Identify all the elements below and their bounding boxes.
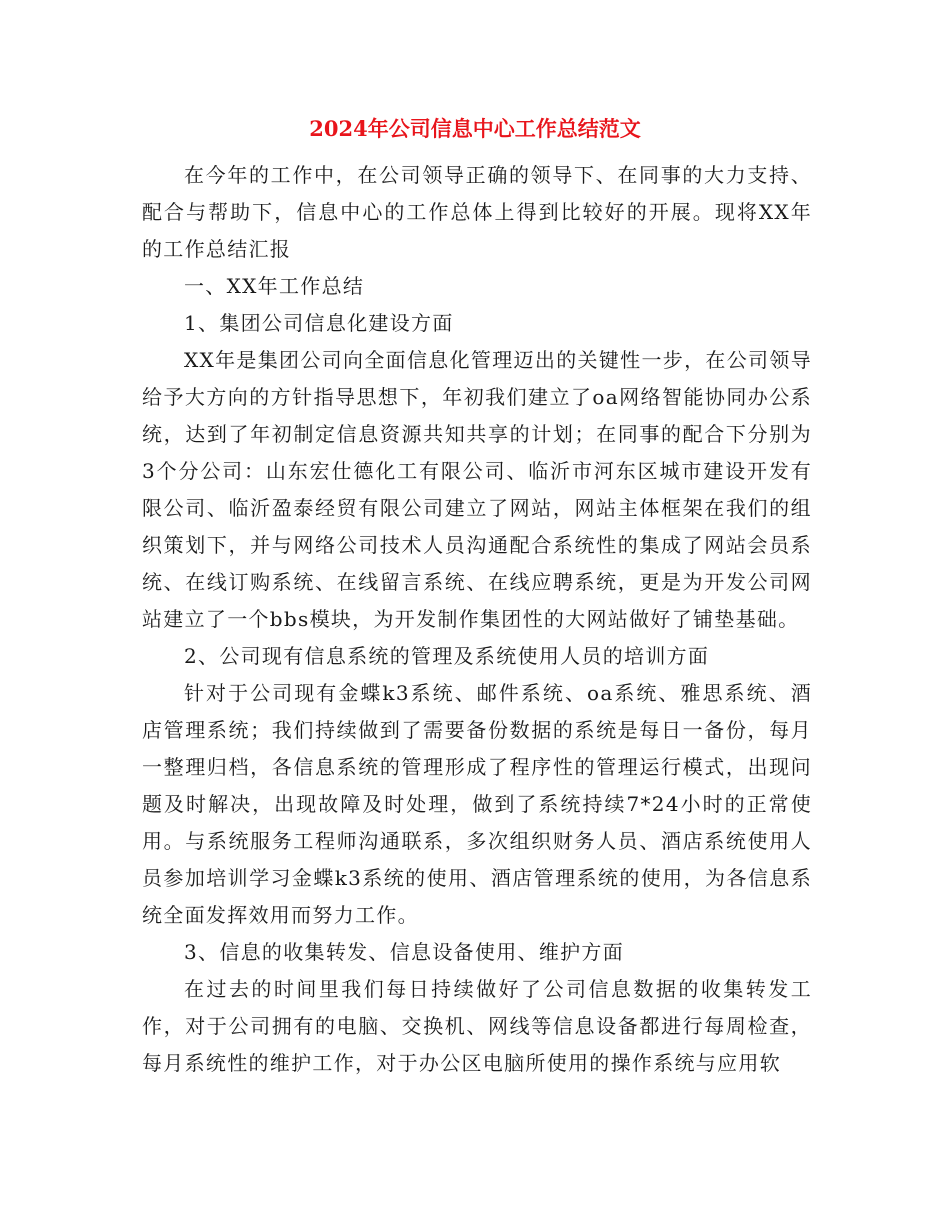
paragraph-informatization: XX年是集团公司向全面信息化管理迈出的关键性一步，在公司领导给予大方向的方针指导思想下，年初我们建立了oa网络智能协同办公系统，达到了年初制定信息资源共知共享的计划；在同事的配合下分别为3个分公司：山东宏仕德化工有限公司、临沂市河东区城市建设开发有限公司、临沂盈泰经贸有限公司建立了网站，网站主体框架在我们的组织策划下，并与网络公司技术人员沟通配合系统性的集成了网站会员系统、在线订购系统、在线留言系统、在线应聘系统，更是为开发公司网站建立了一个bbs模块，为开发制作集团性的大网站做好了铺垫基础。 xyxy=(142,348,812,631)
subheading-information-collection: 3、信息的收集转发、信息设备使用、维护方面 xyxy=(184,940,625,964)
subheading-informatization: 1、集团公司信息化建设方面 xyxy=(184,311,454,335)
subheading-system-management: 2、公司现有信息系统的管理及系统使用人员的培训方面 xyxy=(184,644,710,668)
section-heading-summary: 一、XX年工作总结 xyxy=(184,274,365,298)
paragraph-information-collection: 在过去的时间里我们每日持续做好了公司信息数据的收集转发工作，对于公司拥有的电脑、交换机、网线等信息设备都进行每周检查，每月系统性的维护工作，对于办公区电脑所使用的操作系统与应用软 xyxy=(142,977,812,1075)
document-body xyxy=(142,157,812,1082)
paragraph-intro: 在今年的工作中，在公司领导正确的领导下、在同事的大力支持、配合与帮助下，信息中心的工作总体上得到比较好的开展。现将XX年的工作总结汇报 xyxy=(142,163,812,261)
paragraph-system-management: 针对于公司现有金蝶k3系统、邮件系统、oa系统、雅思系统、酒店管理系统；我们持续做到了需要备份数据的系统是每日一备份，每月一整理归档，各信息系统的管理形成了程序性的管理运行模式，出现问题及时解决，出现故障及时处理，做到了系统持续7*24小时的正常使用。与系统服务工程师沟通联系，多次组织财务人员、酒店系统使用人员参加培训学习金蝶k3系统的使用、酒店管理系统的使用，为各信息系统全面发挥效用而努力工作。 xyxy=(142,681,812,927)
document-title: 2024年公司信息中心工作总结范文 xyxy=(309,116,641,141)
